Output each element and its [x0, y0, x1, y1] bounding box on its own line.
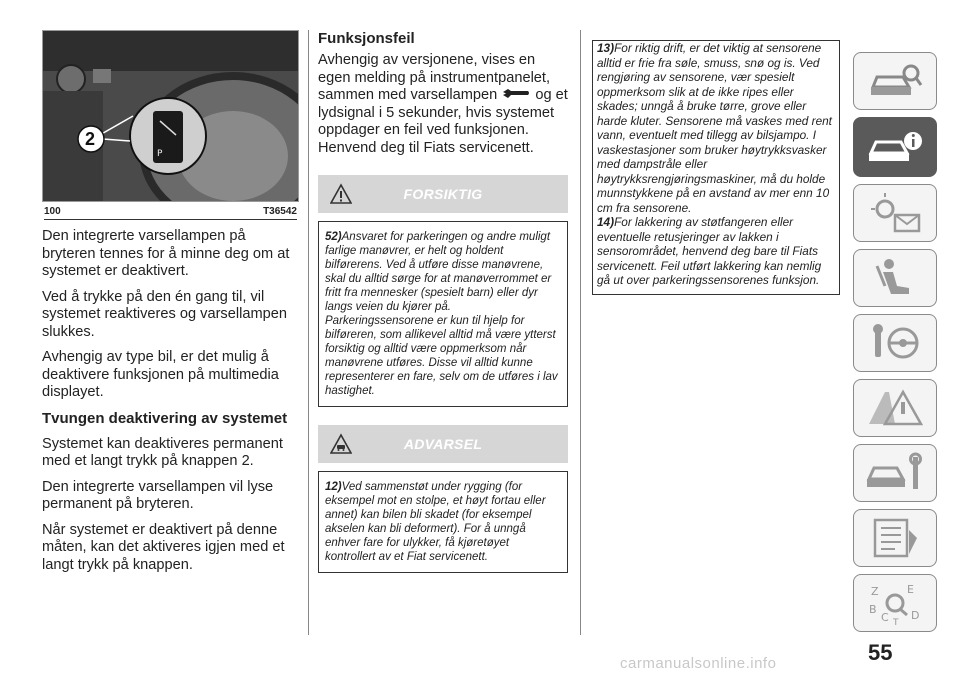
warning-header	[318, 425, 568, 463]
column-divider	[580, 30, 581, 635]
notes-box	[592, 40, 840, 295]
paragraph: Den integrerte varsellampen vil lyse permanent på bryteren.	[42, 478, 274, 512]
column-divider	[308, 30, 309, 635]
figure-code: T36542	[263, 206, 297, 217]
car-search-icon	[865, 59, 925, 103]
paragraph	[318, 52, 568, 157]
section-heading: Tvungen deaktivering av systemet	[42, 409, 288, 427]
note-number: 14)	[597, 215, 615, 229]
note-text: For riktig drift, er det viktig at sensorene alltid er frie fra søle, smuss, snø og is. Ved rengjøring av sensorene, vær spesielt oppmerksom slik at de ikke ripes eller skades; unngå å bruke tørre, grove eller harde kluter. Sensorene må vaskes med rent vann, eventuelt med tillegg av bilsjampo. I vaskestasjoner som bruker høytrykksvasker med dampstråle eller høytrykksrengjøringsmaskiner, må du holde munnstykkene på en avstand av mer enn 10 cm fra sensorene.	[597, 41, 832, 215]
note-number: 13)	[597, 41, 615, 55]
note-14	[597, 215, 835, 288]
tab-technical-data[interactable]	[853, 509, 937, 567]
warning-box	[318, 425, 568, 573]
tab-safety[interactable]	[853, 249, 937, 307]
note-number: 52)	[325, 231, 342, 243]
caution-title: FORSIKTIG	[403, 186, 483, 202]
note-text: For lakkering av støtfangeren eller eventuelle retusjeringer av lakken i sensorområdet, henvend deg bare til Fiats servicenett. Feil utført lakkering kan nemlig gå ut over parkeringssensorenes funksjon.	[597, 215, 822, 287]
figure-callout-label: 2	[85, 129, 96, 149]
tab-car-info[interactable]	[853, 117, 937, 177]
tab-car-overview[interactable]	[853, 52, 937, 110]
svg-text:P: P	[157, 149, 163, 159]
caution-header	[318, 175, 568, 213]
watermark: carmanualsonline.info	[620, 655, 777, 672]
tab-warning-lights[interactable]	[853, 184, 937, 242]
paragraph: Ved å trykke på den én gang til, vil systemet reaktiveres og varsellampen slukkes.	[42, 288, 287, 340]
caution-text-box	[318, 221, 568, 407]
car-damage-icon	[330, 433, 352, 455]
chapter-tabs	[853, 52, 935, 639]
tab-starting-driving[interactable]	[853, 314, 937, 372]
car-road-warning-icon	[865, 386, 925, 430]
warning-text-box	[318, 471, 568, 573]
index-letter: B	[869, 603, 877, 616]
column-middle	[318, 30, 568, 573]
caution-box	[318, 175, 568, 407]
index-letter: T	[893, 618, 899, 625]
figure-caption	[44, 206, 297, 220]
paragraph-text: og et lydsignal i 5 sekunder, hvis systemet oppdager en feil ved funksjonen. Henvend deg til Fiats servicenett.	[318, 87, 568, 156]
car-wrench-icon	[865, 451, 925, 495]
checklist-icon	[865, 516, 925, 560]
column-right	[592, 40, 840, 295]
note-number: 12)	[325, 481, 342, 493]
page-number: 55	[868, 640, 893, 665]
warning-triangle-icon	[330, 183, 352, 205]
tab-index[interactable]	[853, 574, 937, 632]
index-letters-icon	[865, 581, 925, 625]
seat-airbag-icon	[865, 256, 925, 300]
index-letter: D	[911, 609, 920, 622]
key-steering-wheel-icon	[865, 321, 925, 365]
dashboard-button-illustration	[43, 31, 298, 201]
warning-text: Ved sammenstøt under rygging (for eksempel mot en stolpe, et høyt fortau eller annet) kan bilen bli skadet (for eksempel akselen kan bli deformert). For å unngå enhver fare for ulykker, få kjøretøyet kontrollert av et Fiat servicenett.	[325, 481, 546, 563]
index-letter: C	[881, 611, 889, 624]
warning-title: ADVARSEL	[403, 436, 483, 452]
figure-number: 100	[44, 206, 61, 217]
note-13	[597, 41, 835, 215]
paragraph: Systemet kan deaktiveres permanent med et langt trykk på knappen 2.	[42, 435, 283, 469]
tab-maintenance[interactable]	[853, 444, 937, 502]
figure-photo	[42, 30, 299, 202]
paragraph: Den integrerte varsellampen på bryteren tennes for å minne deg om at systemet er deaktivert.	[42, 228, 290, 279]
car-info-icon	[865, 125, 925, 169]
paragraph: Når systemet er deaktivert på denne måten, kan det aktiveres igjen med et langt trykk på knappen.	[42, 521, 285, 573]
index-letter: Z	[871, 585, 879, 598]
warning-light-envelope-icon	[865, 191, 925, 235]
caution-text: Ansvaret for parkeringen og andre muligt farlige manøvrer, er helt og holdent bilførerens. Ved å utføre disse manøvrene, skal du alltid sørge for at manøverrommet er fritt fra mennesker (spesielt barn) eller dyr langs veien du kjører på. Parkeringssensorene er kun til hjelp for bilføreren, som allikevel alltid må være ytterst forsiktig og alltid være oppmerksom når manøvrene utføres. Disse vil alltid kunne representerer en fare, selv om de utføres i lav hastighet.	[325, 231, 558, 397]
column-left	[42, 30, 299, 574]
wrench-icon	[501, 88, 531, 100]
paragraph: Avhengig av type bil, er det mulig å deaktivere funksjonen på multimedia displayet.	[42, 349, 279, 400]
paragraph-text: Avhengig av versjonene, vises en egen melding på instrumentpanelet, sammen med varsellampen	[318, 52, 551, 103]
section-heading: Funksjonsfeil	[318, 30, 415, 47]
index-letter: E	[907, 583, 914, 596]
tab-emergency[interactable]	[853, 379, 937, 437]
